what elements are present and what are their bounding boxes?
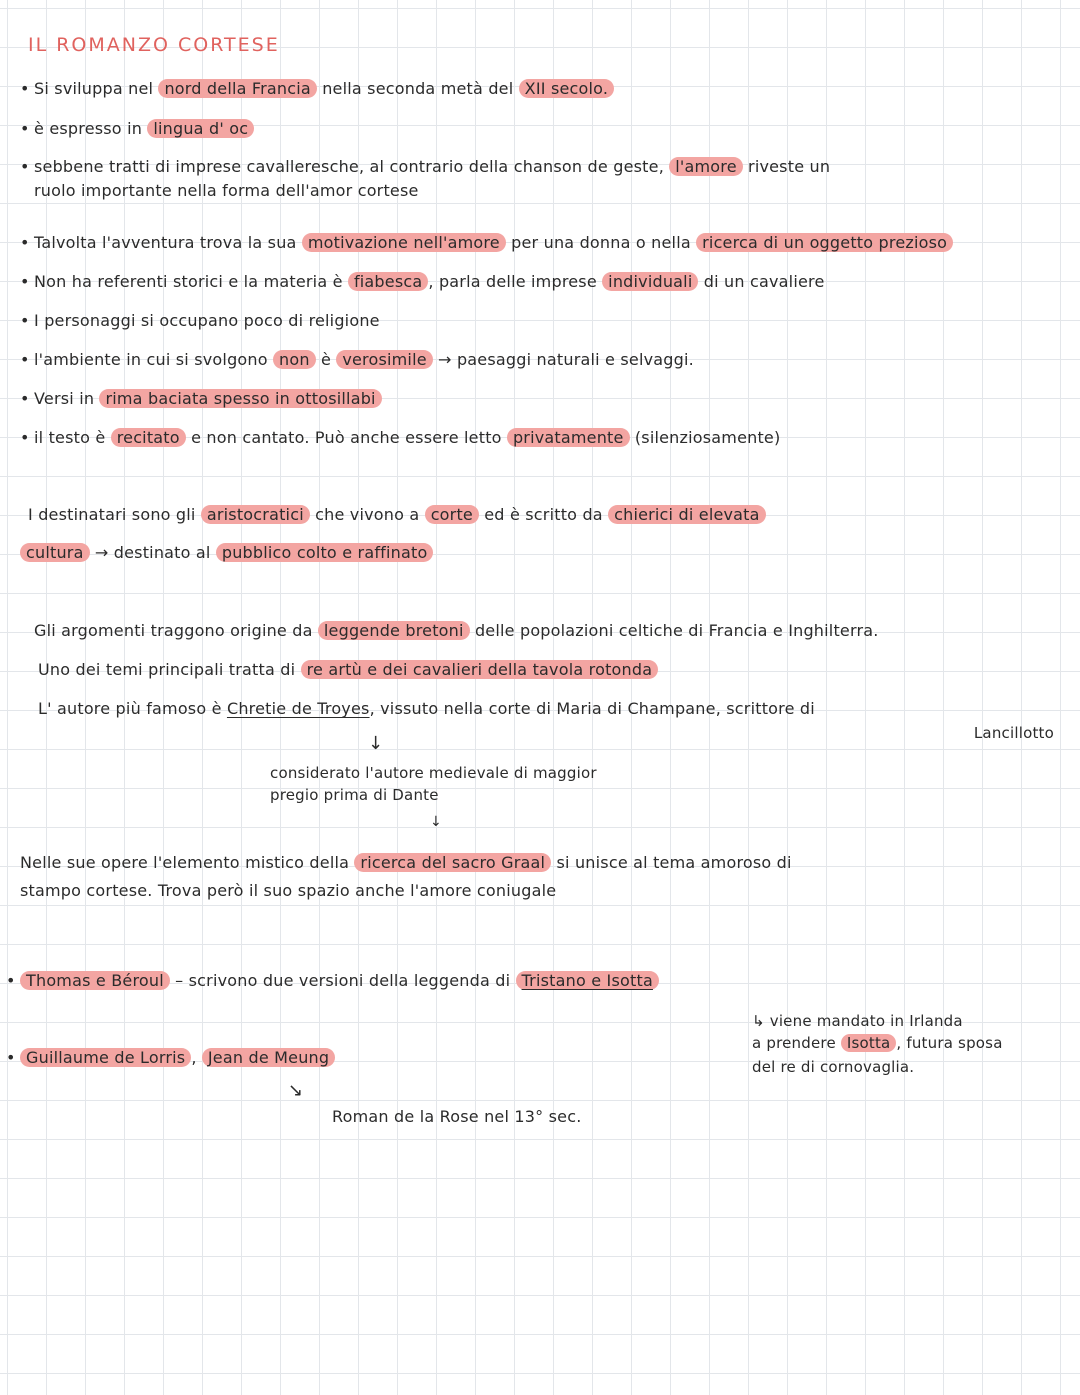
bullet-recited: • il testo è recitato e non cantato. Può anche essere letto privatamente (silenziosamente): [20, 428, 781, 447]
tristano-note-2: a prendere Isotta , futura sposa: [752, 1034, 1003, 1052]
bullet-origin: • Si sviluppa nel nord della Francia nella seconda metà del XII secolo.: [20, 78, 614, 100]
thomas-beroul-line: • Thomas e Béroul – scrivono due versioni della leggenda di Tristano e Isotta: [6, 970, 659, 992]
author-note-1: considerato l'autore medievale di maggior: [270, 764, 597, 782]
grail-line-1: Nelle sue opere l'elemento mistico della ricerca del sacro Graal si unisce al tema amoroso di: [20, 853, 792, 872]
themes-line: Uno dei temi principali tratta di re artù e dei cavalieri della tavola rotonda: [38, 659, 658, 681]
bullet-setting: • l'ambiente in cui si svolgono non è verosimile → paesaggi naturali e selvaggi.: [20, 350, 694, 369]
bullet-language: • è espresso in lingua d' oc: [20, 118, 254, 140]
bullet-religion: • I personaggi si occupano poco di religione: [20, 311, 380, 330]
author-work: Lancillotto: [973, 724, 1054, 742]
down-arrow-small-icon: ↓: [430, 814, 442, 830]
bullet-verses: • Versi in rima baciata spesso in ottosillabi: [20, 388, 382, 410]
audience-line-1: I destinatari sono gli aristocratici che vivono a corte ed è scritto da chierici di elevata: [28, 504, 766, 526]
page-title: IL ROMANZO CORTESE: [28, 34, 280, 56]
audience-line-2: cultura → destinato al pubblico colto e raffinato: [20, 542, 433, 564]
bullet-adventure: • Talvolta l'avventura trova la sua motivazione nell'amore per una donna o nella ricerca di un oggetto prezioso: [20, 232, 953, 254]
author-note-2: pregio prima di Dante: [270, 786, 439, 804]
author-line: L' autore più famoso è Chretie de Troyes, vissuto nella corte di Maria di Champane, scrittore di: [38, 699, 815, 718]
roman-de-la-rose: Roman de la Rose nel 13° sec.: [332, 1107, 582, 1126]
bullet-love-theme-cont: ruolo importante nella forma dell'amor cortese: [34, 181, 419, 200]
down-arrow-icon: ↓: [368, 733, 384, 754]
grail-line-2: stampo cortese. Trova però il suo spazio anche l'amore coniugale: [20, 881, 557, 900]
curved-arrow-icon: ↘: [288, 1080, 304, 1101]
guillaume-jean-line: • Guillaume de Lorris , Jean de Meung: [6, 1047, 335, 1069]
tristano-note-3: del re di cornovaglia.: [752, 1058, 915, 1076]
bullet-love-theme: • sebbene tratti di imprese cavalleresche, al contrario della chanson de geste, l'amore riveste un: [20, 157, 831, 176]
tristano-note-1: ↳ viene mandato in Irlanda: [752, 1012, 963, 1030]
bullet-fable: • Non ha referenti storici e la materia è fiabesca , parla delle imprese individuali di un cavaliere: [20, 272, 825, 291]
origins-line: Gli argomenti traggono origine da leggende bretoni delle popolazioni celtiche di Francia e Inghilterra.: [34, 621, 879, 640]
